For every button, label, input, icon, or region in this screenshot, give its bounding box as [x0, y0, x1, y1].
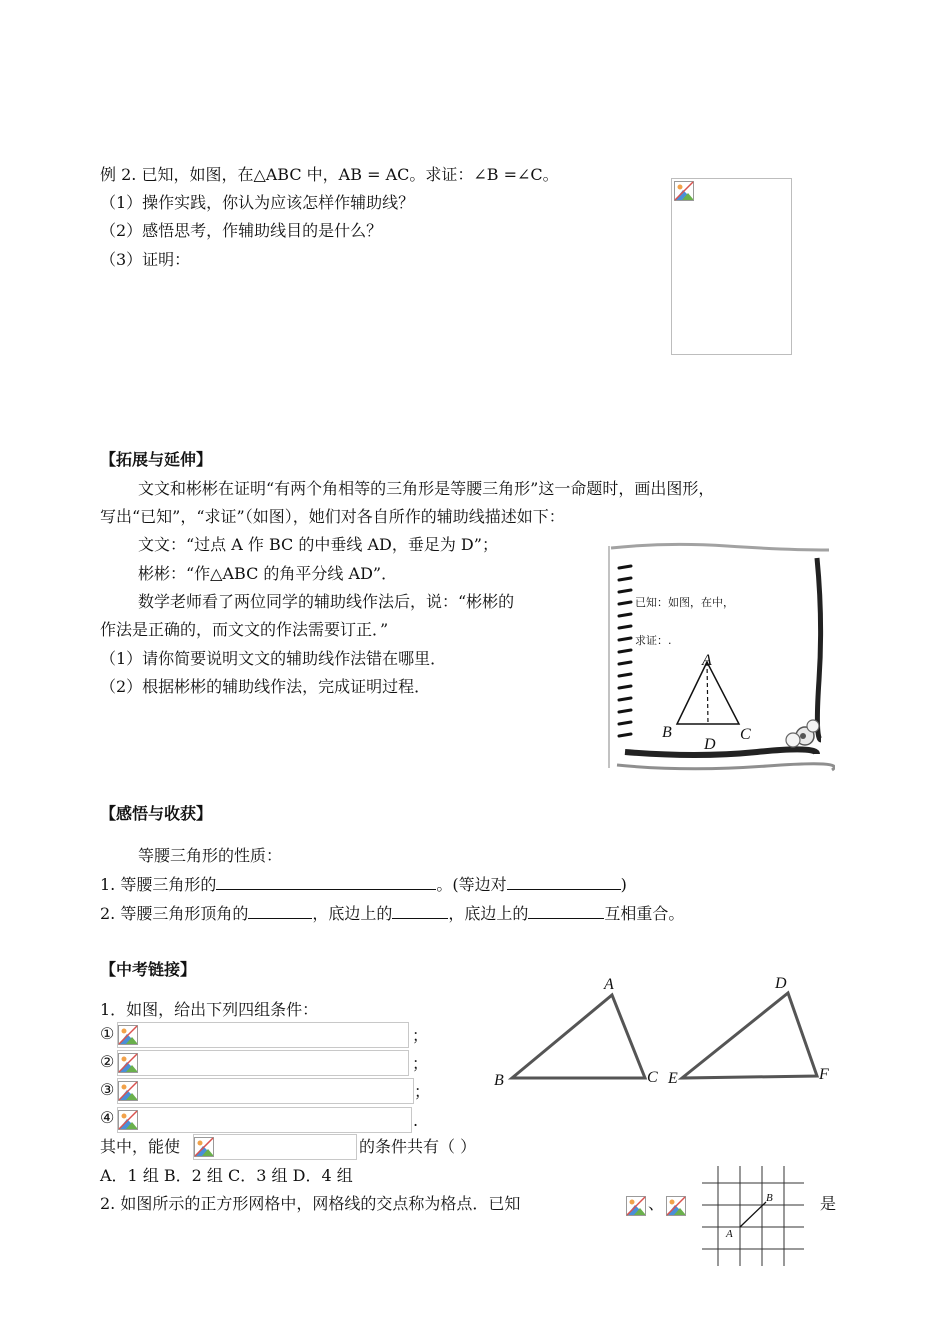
triangle-label-d: D — [775, 975, 787, 992]
notebook-figure-drawing — [607, 540, 835, 775]
figure-label-b: B — [662, 724, 672, 741]
reflection-item-2-mid2: ，底边上的 — [448, 904, 529, 923]
broken-image-icon — [666, 1196, 686, 1216]
extension-heading: 【拓展与延伸】 — [100, 450, 213, 469]
condition-3-formula — [117, 1078, 414, 1104]
broken-image-icon — [626, 1196, 646, 1216]
condition-1-separator: ； — [412, 1026, 429, 1045]
figure-label-d: D — [704, 736, 716, 753]
triangle-def — [682, 993, 817, 1078]
reflection-item-2-end: 互相重合。 — [604, 904, 685, 923]
congruence-formula — [193, 1134, 357, 1160]
exam-question-2-separator: 、 — [648, 1194, 665, 1213]
extension-paragraph-line1: 文文和彬彬在证明“有两个角相等的三角形是等腰三角形”这一命题时，画出图形， — [138, 479, 715, 498]
reflection-item-1-mid: 。(等边对 — [436, 875, 507, 894]
triangle-label-c: C — [647, 1069, 658, 1086]
exam-question-1: 1．如图，给出下列四组条件： — [100, 1000, 319, 1019]
condition-4-formula — [117, 1107, 412, 1133]
broken-image-icon — [194, 1137, 214, 1157]
figure-prove-text: 求证：. — [635, 634, 672, 647]
exam-heading: 【中考链接】 — [100, 960, 197, 979]
notebook-figure — [607, 540, 835, 775]
spiral-binding — [619, 566, 631, 736]
fill-blank-4[interactable] — [392, 903, 448, 919]
answer-options: A．1 组 B．2 组 C．3 组 D．4 组 — [100, 1166, 353, 1185]
grid-label-b: B — [766, 1192, 773, 1204]
triangle-label-b: B — [494, 1072, 504, 1089]
figure-label-c: C — [740, 726, 751, 743]
reflection-item-2 — [100, 903, 684, 924]
condition-2-marker: ② — [100, 1052, 115, 1071]
square-grid-figure — [702, 1166, 806, 1268]
reflection-intro: 等腰三角形的性质： — [138, 846, 283, 865]
example2-question-2: （2）感悟思考，作辅助线目的是什么？ — [100, 221, 383, 240]
wenwen-statement: 文文：“过点 A 作 BC 的中垂线 AD，垂足为 D”； — [138, 535, 498, 554]
example2-question-3: （3）证明： — [100, 250, 191, 269]
fill-blank-5[interactable] — [528, 903, 604, 919]
condition-2-formula — [117, 1050, 409, 1076]
fill-blank-1[interactable] — [216, 874, 436, 890]
condition-1-formula — [117, 1022, 409, 1048]
extension-question-1: （1）请你简要说明文文的辅助线作法错在哪里． — [100, 649, 447, 668]
example2-question-1: （1）操作实践，你认为应该怎样作辅助线？ — [100, 193, 415, 212]
example2-figure-placeholder — [671, 178, 792, 355]
figure-given-text: 已知：如图，在中， — [635, 596, 734, 609]
triangle-label-f: F — [819, 1066, 829, 1083]
broken-image-icon — [118, 1110, 138, 1130]
exam-question-2-tail: 是 — [820, 1194, 837, 1213]
reflection-item-2-mid1: ，底边上的 — [312, 904, 393, 923]
two-triangles-drawing — [490, 975, 840, 1090]
figure-label-a: A — [702, 652, 712, 669]
two-triangles-figure — [490, 975, 840, 1090]
exam-question-2: 2. 如图所示的正方形网格中，网格线的交点称为格点．已知 — [100, 1194, 521, 1213]
binbin-statement: 彬彬：“作△ABC 的角平分线 AD”． — [138, 564, 398, 583]
teacher-comment-line1: 数学老师看了两位同学的辅助线作法后，说：“彬彬的 — [138, 592, 515, 611]
condition-4-separator: . — [413, 1111, 419, 1130]
reflection-item-1-prefix: 1. 等腰三角形的 — [100, 875, 217, 894]
condition-3-separator: ； — [414, 1082, 431, 1101]
example2-statement: 例 2. 已知，如图，在△ABC 中，AB = AC。求证：∠B =∠C。 — [100, 165, 559, 184]
condition-1-marker: ① — [100, 1024, 115, 1043]
extension-paragraph-line2: 写出“已知”，“求证”（如图），她们对各自所作的辅助线描述如下： — [100, 507, 565, 526]
triangle-label-a: A — [604, 976, 614, 993]
square-grid-drawing — [702, 1166, 806, 1268]
reflection-item-1-end: ) — [620, 875, 627, 894]
reflection-heading: 【感悟与收获】 — [100, 804, 213, 823]
fill-blank-3[interactable] — [248, 903, 312, 919]
grid-label-a: A — [726, 1228, 733, 1240]
teacher-comment-line2: 作法是正确的，而文文的作法需要订正．” — [100, 620, 389, 639]
triangle-abc — [512, 995, 645, 1078]
condition-4-marker: ④ — [100, 1108, 115, 1127]
broken-image-icon — [118, 1081, 138, 1101]
condition-3-marker: ③ — [100, 1080, 115, 1099]
exam-q1-tail-end: 的条件共有（ ） — [359, 1137, 477, 1156]
triangle-label-e: E — [668, 1070, 678, 1087]
broken-image-icon — [118, 1053, 138, 1073]
reflection-item-1 — [100, 874, 627, 895]
exam-q1-tail-start: 其中，能使 — [100, 1137, 181, 1156]
reflection-item-2-prefix: 2. 等腰三角形顶角的 — [100, 904, 249, 923]
condition-2-separator: ； — [412, 1054, 429, 1073]
fill-blank-2[interactable] — [507, 874, 621, 890]
broken-image-icon — [674, 181, 694, 201]
broken-image-icon — [118, 1025, 138, 1045]
extension-question-2: （2）根据彬彬的辅助线作法，完成证明过程． — [100, 677, 431, 696]
